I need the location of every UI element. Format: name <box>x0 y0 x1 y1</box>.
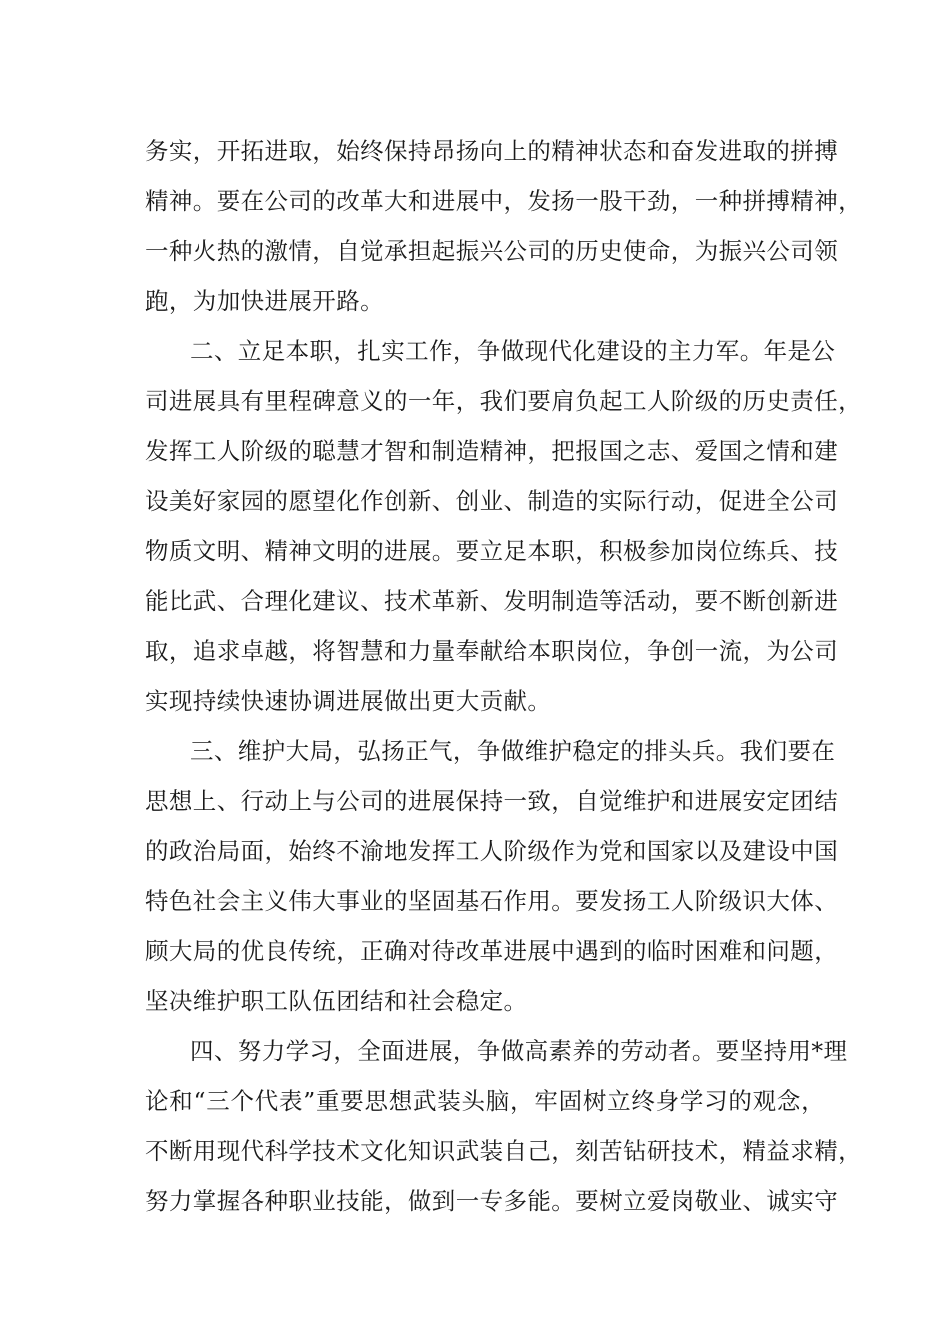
text-line: 坚决维护职工队伍团结和社会稳定。 <box>145 987 528 1015</box>
text-line: 发挥工人阶级的聪慧才智和制造精神，把报国之志、爱国之情和建 <box>145 437 839 465</box>
text-line: 务实，开拓进取，始终保持昂扬向上的精神状态和奋发进取的拼搏 <box>145 137 839 165</box>
text-line: 一种火热的激情，自觉承担起振兴公司的历史使命，为振兴公司领 <box>145 237 839 265</box>
text-line: 设美好家园的愿望化作创新、创业、制造的实际行动，促进全公司 <box>145 487 839 515</box>
text-line: 实现持续快速协调进展做出更大贡献。 <box>145 687 552 715</box>
paragraph-heading-line: 二、立足本职，扎实工作，争做现代化建设的主力军。年是公 <box>190 337 836 365</box>
text-line: 特色社会主义伟大事业的坚固基石作用。要发扬工人阶级识大体、 <box>145 887 839 915</box>
paragraph-heading-line: 四、努力学习，全面进展，争做高素养的劳动者。要坚持用*理 <box>190 1037 848 1065</box>
text-line: 精神。要在公司的改革大和进展中，发扬一股干劲，一种拼搏精神， <box>145 187 862 215</box>
text-line: 取，追求卓越，将智慧和力量奉献给本职岗位，争创一流，为公司 <box>145 637 839 665</box>
text-line: 顾大局的优良传统，正确对待改革进展中遇到的临时困难和问题， <box>145 937 839 965</box>
text-line: 的政治局面，始终不渝地发挥工人阶级作为党和国家以及建设中国 <box>145 837 839 865</box>
text-line: 司进展具有里程碑意义的一年，我们要肩负起工人阶级的历史责任， <box>145 387 862 415</box>
paragraph-heading-line: 三、维护大局，弘扬正气，争做维护稳定的排头兵。我们要在 <box>190 737 836 765</box>
text-line: 努力掌握各种职业技能，做到一专多能。要树立爱岗敬业、诚实守 <box>145 1187 839 1215</box>
text-line: 不断用现代科学技术文化知识武装自己，刻苦钻研技术，精益求精， <box>145 1137 862 1165</box>
text-line: 能比武、合理化建议、技术革新、发明制造等活动，要不断创新进 <box>145 587 839 615</box>
text-line: 思想上、行动上与公司的进展保持一致，自觉维护和进展安定团结 <box>145 787 839 815</box>
text-line: 论和“三个代表”重要思想武装头脑，牢固树立终身学习的观念， <box>145 1087 825 1115</box>
text-line: 物质文明、精神文明的进展。要立足本职，积极参加岗位练兵、技 <box>145 537 839 565</box>
text-line: 跑，为加快进展开路。 <box>145 287 384 315</box>
